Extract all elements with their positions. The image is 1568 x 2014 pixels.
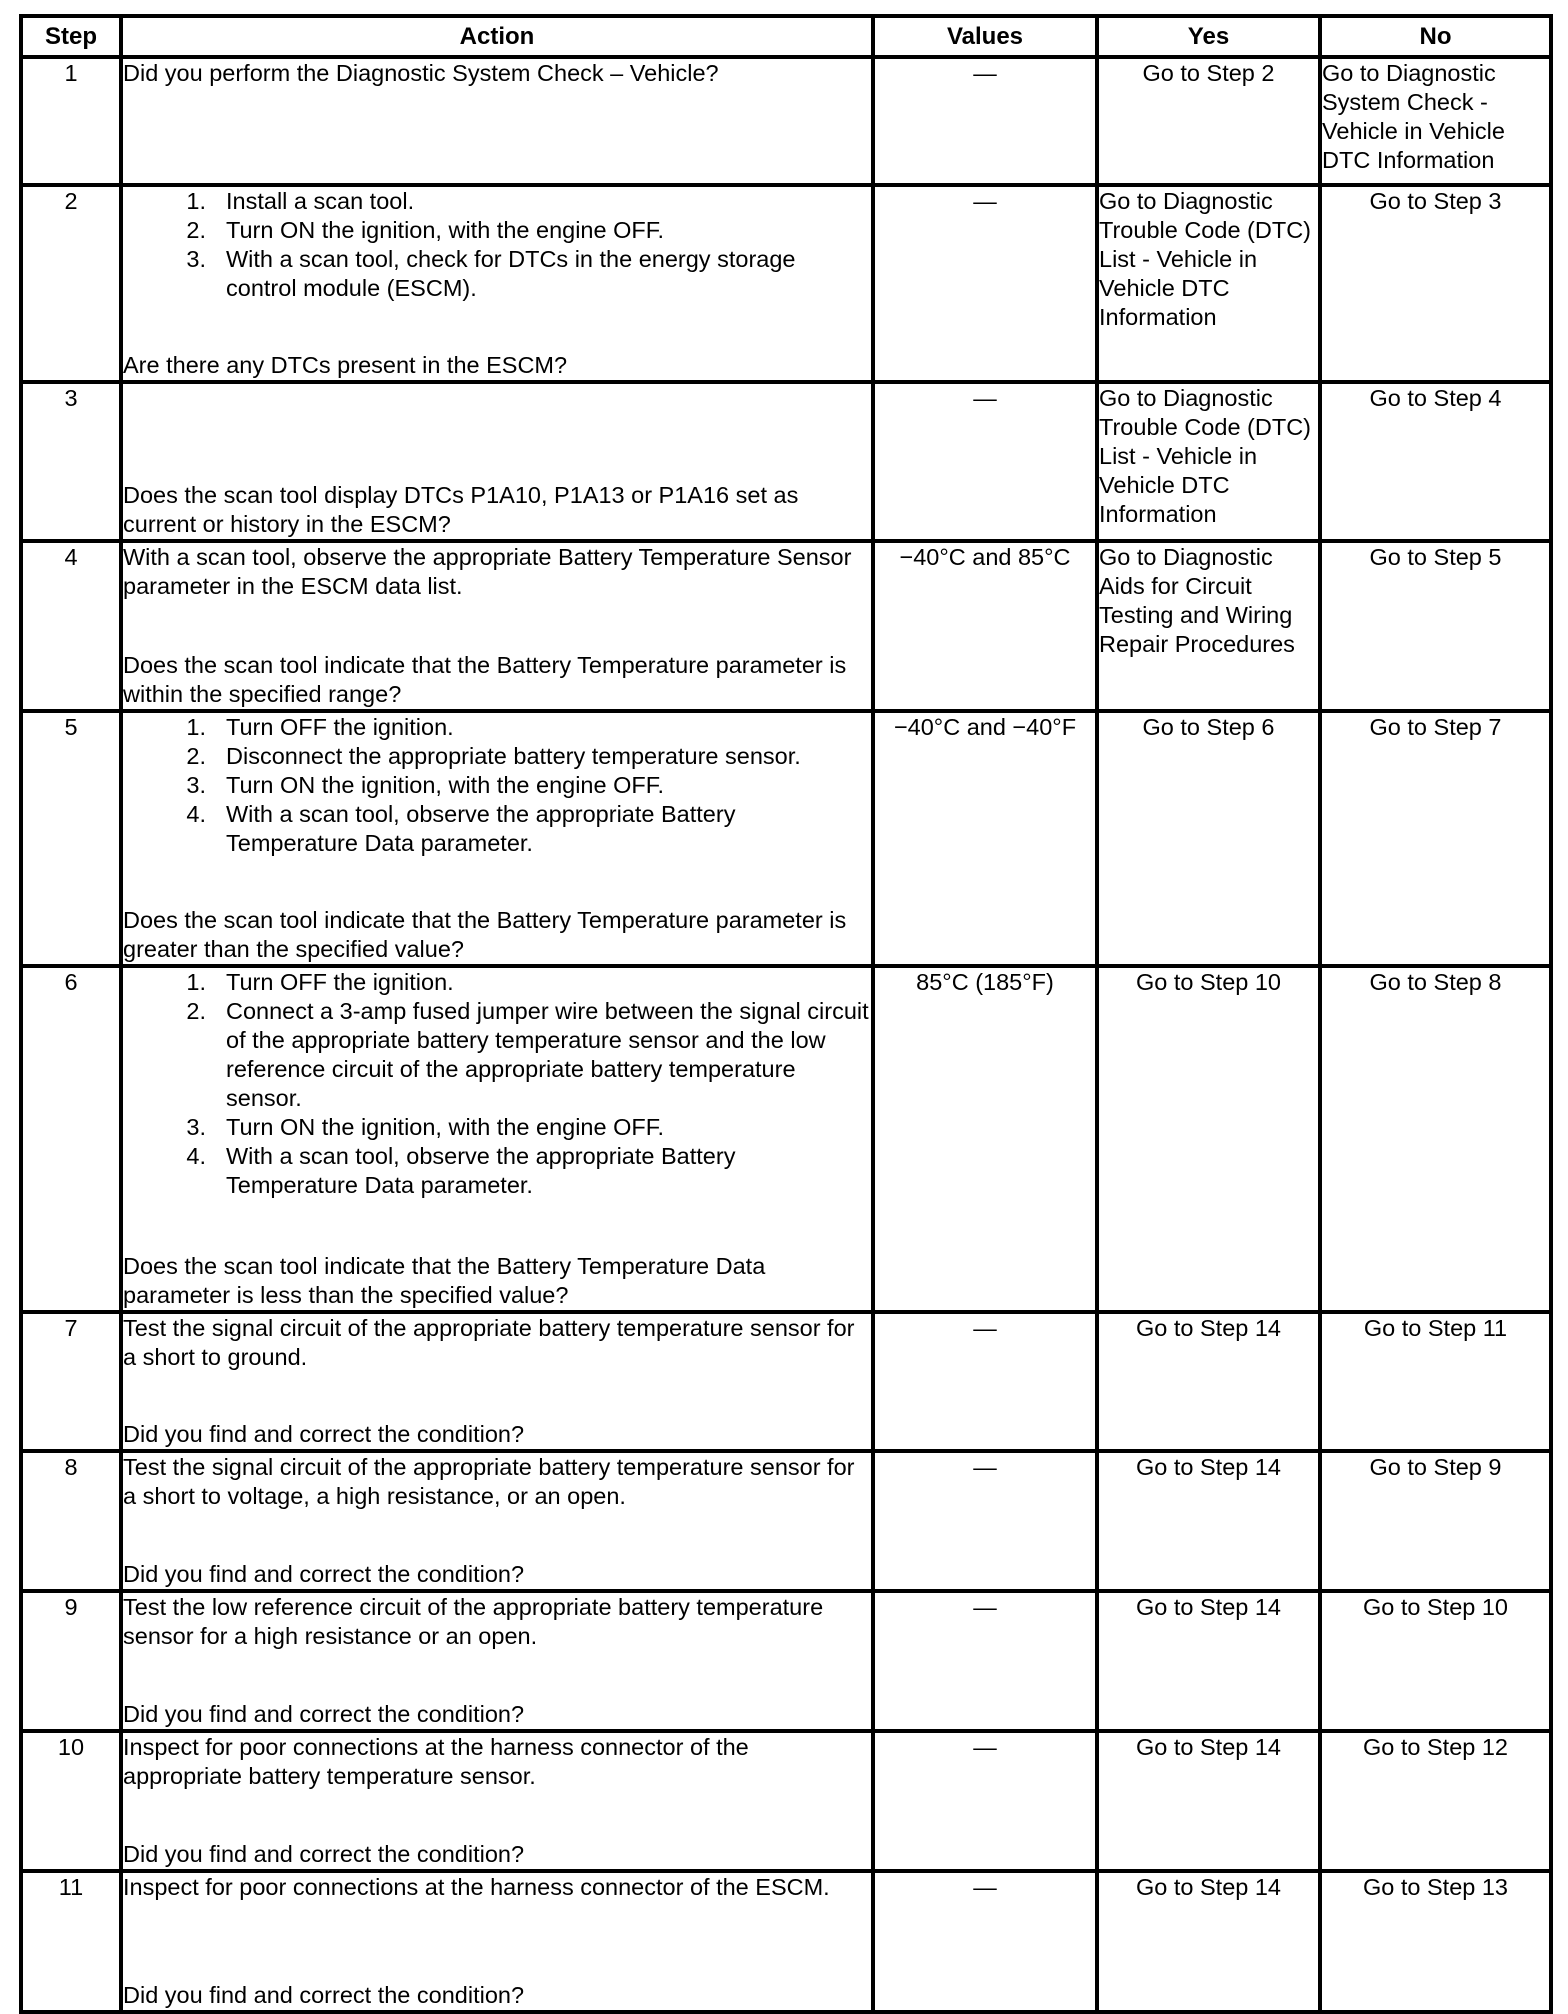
yes-link[interactable]: Go to Step 14 <box>1097 1871 1320 2012</box>
no-link[interactable]: Go to Step 7 <box>1320 711 1551 966</box>
action-content <box>123 384 871 539</box>
action-content <box>123 543 871 709</box>
yes-link[interactable]: Go to Step 14 <box>1097 1451 1320 1591</box>
list-item <box>123 742 871 771</box>
table-row <box>21 711 1551 966</box>
list-item-text: Turn OFF the ignition. <box>226 969 454 995</box>
action-question: Did you find and correct the condition? <box>123 1421 525 1447</box>
action-content <box>123 1593 871 1729</box>
step-number: 4 <box>21 541 121 711</box>
spacer <box>123 1372 871 1420</box>
list-item-text: Turn OFF the ignition. <box>226 714 454 740</box>
action-question: Does the scan tool indicate that the Battery Temperature parameter is within the specified range? <box>123 652 847 707</box>
action-text: Did you perform the Diagnostic System Check – Vehicle? <box>123 60 719 86</box>
table-row <box>21 57 1551 185</box>
procedure-list <box>123 187 871 303</box>
spacer <box>123 858 871 906</box>
spacer <box>123 1511 871 1560</box>
no-link[interactable]: Go to Step 8 <box>1320 966 1551 1312</box>
yes-link[interactable]: Go to Diagnostic Trouble Code (DTC) List - Vehicle in Vehicle DTC Information <box>1097 185 1320 382</box>
table-row <box>21 966 1551 1312</box>
no-link[interactable]: Go to Step 13 <box>1320 1871 1551 2012</box>
action-text: Test the signal circuit of the appropriate battery temperature sensor for a short to voltage, a high resistance, or an open. <box>123 1454 855 1509</box>
action-content <box>123 968 871 1310</box>
list-item-number: 2. <box>186 998 206 1024</box>
action-cell <box>121 382 873 541</box>
list-item <box>123 997 871 1113</box>
action-cell <box>121 1451 873 1591</box>
procedure-list <box>123 968 871 1200</box>
list-item-text: With a scan tool, check for DTCs in the energy storage control module (ESCM). <box>226 246 796 301</box>
values-cell: 85°C (185°F) <box>873 966 1097 1312</box>
no-link[interactable]: Go to Diagnostic System Check - Vehicle in Vehicle DTC Information <box>1320 57 1551 185</box>
procedure-list <box>123 713 871 858</box>
yes-link[interactable]: Go to Step 6 <box>1097 711 1320 966</box>
list-item-number: 1. <box>186 188 206 214</box>
action-cell <box>121 1731 873 1871</box>
list-item <box>123 713 871 742</box>
no-link[interactable]: Go to Step 5 <box>1320 541 1551 711</box>
action-question: Are there any DTCs present in the ESCM? <box>123 352 568 378</box>
step-number: 3 <box>21 382 121 541</box>
list-item-number: 3. <box>186 246 206 272</box>
list-item-number: 4. <box>186 801 206 827</box>
action-cell <box>121 1312 873 1451</box>
list-item-text: With a scan tool, observe the appropriate Battery Temperature Data parameter. <box>226 1143 736 1198</box>
action-question: Does the scan tool indicate that the Battery Temperature Data parameter is less than the specified value? <box>123 1253 766 1308</box>
action-content <box>123 59 871 183</box>
list-item-text: Turn ON the ignition, with the engine OFF. <box>226 217 665 243</box>
step-number: 8 <box>21 1451 121 1591</box>
no-link[interactable]: Go to Step 12 <box>1320 1731 1551 1871</box>
values-cell: −40°C and −40°F <box>873 711 1097 966</box>
action-content <box>123 713 871 964</box>
header-step: Step <box>21 16 121 57</box>
values-cell: — <box>873 1871 1097 2012</box>
action-cell <box>121 1591 873 1731</box>
action-text: Test the signal circuit of the appropriate battery temperature sensor for a short to ground. <box>123 1315 855 1370</box>
values-cell: −40°C and 85°C <box>873 541 1097 711</box>
spacer <box>123 1902 871 1981</box>
header-no: No <box>1320 16 1551 57</box>
step-number: 9 <box>21 1591 121 1731</box>
no-link[interactable]: Go to Step 3 <box>1320 185 1551 382</box>
yes-link[interactable]: Go to Step 14 <box>1097 1591 1320 1731</box>
yes-link[interactable]: Go to Step 14 <box>1097 1731 1320 1871</box>
list-item-number: 1. <box>186 969 206 995</box>
step-number: 2 <box>21 185 121 382</box>
spacer <box>123 601 871 651</box>
header-action: Action <box>121 16 873 57</box>
spacer <box>123 1651 871 1700</box>
table-row <box>21 1591 1551 1731</box>
action-cell <box>121 1871 873 2012</box>
list-item <box>123 800 871 858</box>
action-cell <box>121 711 873 966</box>
step-number: 1 <box>21 57 121 185</box>
values-cell: — <box>873 1312 1097 1451</box>
no-link[interactable]: Go to Step 11 <box>1320 1312 1551 1451</box>
action-text: Inspect for poor connections at the harness connector of the appropriate battery temperature sensor. <box>123 1734 749 1789</box>
table-row <box>21 1871 1551 2012</box>
list-item-number: 2. <box>186 743 206 769</box>
step-number: 7 <box>21 1312 121 1451</box>
list-item-text: With a scan tool, observe the appropriate Battery Temperature Data parameter. <box>226 801 736 856</box>
action-text: With a scan tool, observe the appropriate Battery Temperature Sensor parameter in the ESCM data list. <box>123 544 852 599</box>
action-question: Did you find and correct the condition? <box>123 1701 525 1727</box>
action-question: Does the scan tool indicate that the Battery Temperature parameter is greater than the specified value? <box>123 907 847 962</box>
spacer <box>123 303 871 351</box>
list-item <box>123 216 871 245</box>
action-question: Did you find and correct the condition? <box>123 1841 525 1867</box>
table-row <box>21 1451 1551 1591</box>
header-yes: Yes <box>1097 16 1320 57</box>
list-item-text: Turn ON the ignition, with the engine OFF. <box>226 772 665 798</box>
action-question: Does the scan tool display DTCs P1A10, P1A13 or P1A16 set as current or history in the ESCM? <box>123 482 799 537</box>
diagnostic-table <box>19 14 1553 2014</box>
step-number: 11 <box>21 1871 121 2012</box>
list-item-text: Connect a 3-amp fused jumper wire between the signal circuit of the appropriate battery temperature sensor and the low reference circuit of the appropriate battery temperature sensor. <box>226 998 869 1111</box>
action-text: Inspect for poor connections at the harness connector of the ESCM. <box>123 1874 830 1900</box>
spacer <box>123 1200 871 1252</box>
list-item-text: Turn ON the ignition, with the engine OFF. <box>226 1114 665 1140</box>
list-item-text: Install a scan tool. <box>226 188 415 214</box>
table-row <box>21 1312 1551 1451</box>
values-cell: — <box>873 1731 1097 1871</box>
header-values: Values <box>873 16 1097 57</box>
no-link[interactable]: Go to Step 4 <box>1320 382 1551 541</box>
yes-link[interactable]: Go to Step 2 <box>1097 57 1320 185</box>
list-item <box>123 245 871 303</box>
action-question: Did you find and correct the condition? <box>123 1561 525 1587</box>
list-item <box>123 1142 871 1200</box>
yes-link[interactable]: Go to Step 14 <box>1097 1312 1320 1451</box>
action-content <box>123 187 871 380</box>
values-cell: — <box>873 382 1097 541</box>
action-text: Test the low reference circuit of the appropriate battery temperature sensor for a high resistance or an open. <box>123 1594 824 1649</box>
no-link[interactable]: Go to Step 10 <box>1320 1591 1551 1731</box>
action-cell <box>121 185 873 382</box>
step-number: 6 <box>21 966 121 1312</box>
spacer <box>123 384 871 481</box>
action-question: Did you find and correct the condition? <box>123 1982 525 2008</box>
table-body <box>21 57 1551 2012</box>
action-cell <box>121 541 873 711</box>
list-item <box>123 771 871 800</box>
list-item-number: 3. <box>186 772 206 798</box>
action-cell <box>121 57 873 185</box>
step-number: 5 <box>21 711 121 966</box>
list-item-number: 4. <box>186 1143 206 1169</box>
list-item <box>123 1113 871 1142</box>
list-item-text: Disconnect the appropriate battery temperature sensor. <box>226 743 801 769</box>
action-content <box>123 1314 871 1449</box>
yes-link[interactable]: Go to Step 10 <box>1097 966 1320 1312</box>
list-item-number: 3. <box>186 1114 206 1140</box>
table-row <box>21 1731 1551 1871</box>
no-link[interactable]: Go to Step 9 <box>1320 1451 1551 1591</box>
table-row <box>21 382 1551 541</box>
step-number: 10 <box>21 1731 121 1871</box>
spacer <box>123 1791 871 1840</box>
yes-link[interactable]: Go to Diagnostic Aids for Circuit Testing and Wiring Repair Procedures <box>1097 541 1320 711</box>
header-row <box>21 16 1551 57</box>
table-row <box>21 541 1551 711</box>
action-content <box>123 1733 871 1869</box>
values-cell: — <box>873 185 1097 382</box>
list-item <box>123 187 871 216</box>
list-item-number: 2. <box>186 217 206 243</box>
values-cell: — <box>873 1451 1097 1591</box>
action-cell <box>121 966 873 1312</box>
table-row <box>21 185 1551 382</box>
action-content <box>123 1453 871 1589</box>
list-item-number: 1. <box>186 714 206 740</box>
yes-link[interactable]: Go to Diagnostic Trouble Code (DTC) List - Vehicle in Vehicle DTC Information <box>1097 382 1320 541</box>
values-cell: — <box>873 1591 1097 1731</box>
action-content <box>123 1873 871 2010</box>
list-item <box>123 968 871 997</box>
values-cell: — <box>873 57 1097 185</box>
